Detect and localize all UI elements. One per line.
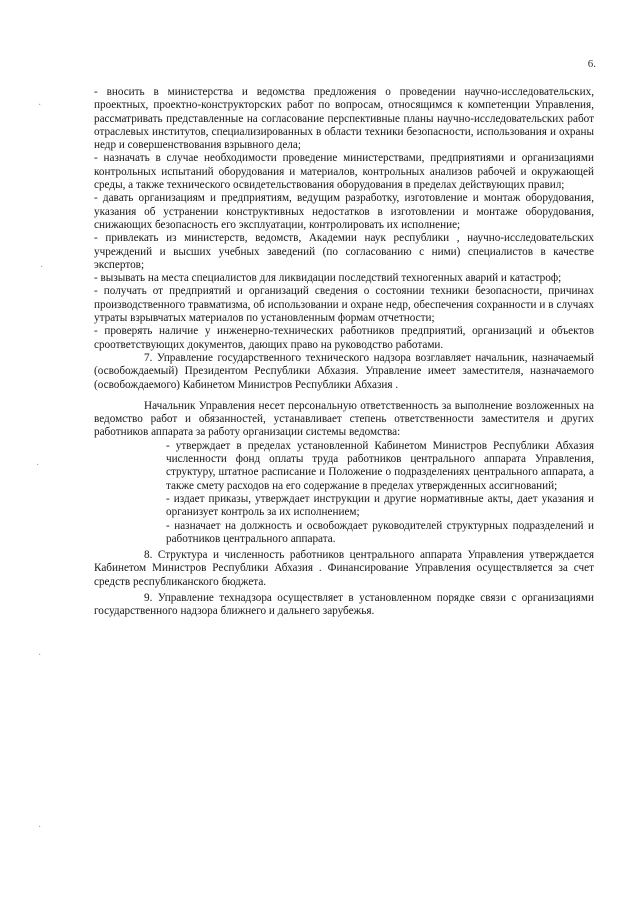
list-item: - назначать в случае необходимости проведение министерствами, предприятиями и организациями контрольных испытаний оборудования и материалов, контрольных анализов рабочей и окружающей среды, а также технического освидетельствования оборудования в пределах действующих правил; xyxy=(94,152,594,192)
list-item: - назначает на должность и освобождает руководителей структурных подразделений и работников центрального аппарата. xyxy=(166,519,594,545)
list-item: - привлекать из министерств, ведомств, Академии наук республики , научно-исследовательских учреждений и высших учебных заведений (по согласованию с ними) специалистов в качестве экспертов; xyxy=(94,232,594,271)
document-body xyxy=(94,86,594,619)
scan-speck: · xyxy=(38,100,42,111)
section-8: 8. Структура и численность работников центрального аппарата Управления утверждается Кабинетом Министров Республики Абхазия . Финансирование Управления осуществляется за счет средств республиканского бюджета. xyxy=(94,549,594,588)
scan-speck: · xyxy=(38,650,42,661)
section-7: 7. Управление государственного технического надзора возглавляет начальник, назначаемый (освобождаемый) Президентом Республики Абхазия. Управление имеет заместителя, назначаемого (освобождаемого) Кабинетом Министров Республики Абхазия . xyxy=(94,351,594,391)
list-item: - давать организациям и предприятиям, ведущим разработку, изготовление и монтаж оборудования, указания об устранении конструктивных недостатков в изготовлении и монтаже оборудования, снижающих безопасность его эксплуатации, контролировать их исполнение; xyxy=(94,192,594,231)
list-item: - вызывать на места специалистов для ликвидации последствий техногенных аварий и катастроф; xyxy=(94,272,562,285)
list-item: - вносить в министерства и ведомства предложения о проведении научно-исследовательских, проектных, проектно-конструкторских работ по вопросам, относящимся к компетенции Управления, рассматривать представленные на согласование перспективные планы научно-исследовательских работ отраслевых институтов, специализированных в области техники безопасности, использования и охраны недр и совершенствования взрывного дела; xyxy=(94,86,594,152)
scan-speck: · xyxy=(40,262,44,273)
head-responsibility-paragraph: Начальник Управления несет персональную ответственность за выполнение возложенных на ведомство работ и обязанностей, устанавливает степень ответственности заместителя и других работников аппарата за работу организации системы ведомства: xyxy=(94,399,594,439)
list-item: - проверять наличие у инженерно-технических работников предприятий, организаций и объектов сроответствующих документов, дающих право на руководство работами. xyxy=(94,325,594,351)
scan-speck: · xyxy=(36,460,40,471)
section-9: 9. Управление технадзора осуществляет в установленном порядке связи с организациями государственного надзора ближнего и дальнего зарубежья. xyxy=(94,591,594,618)
list-item: - утверждает в пределах установленной Кабинетом Министров Республики Абхазия численности фонд оплаты труда работников центрального аппарата Управления, структуру, штатное расписание и Положение о подразделениях центрального аппарата, а также смету расходов на его содержание в пределах утвержденных ассигнований; xyxy=(166,439,594,492)
list-item: - получать от предприятий и организаций сведения о состоянии техники безопасности, причинах производственного травматизма, об использовании и охране недр, обеспечения сохранности и в случаях утраты взрывчатых материалов по установленным формам отчетности; xyxy=(94,285,594,325)
list-item: - издает приказы, утверждает инструкции и другие нормативные акты, дает указания и организует контроль за их исполнением; xyxy=(166,492,594,519)
page-number: 6. xyxy=(587,58,596,70)
scan-speck: · xyxy=(38,822,42,833)
